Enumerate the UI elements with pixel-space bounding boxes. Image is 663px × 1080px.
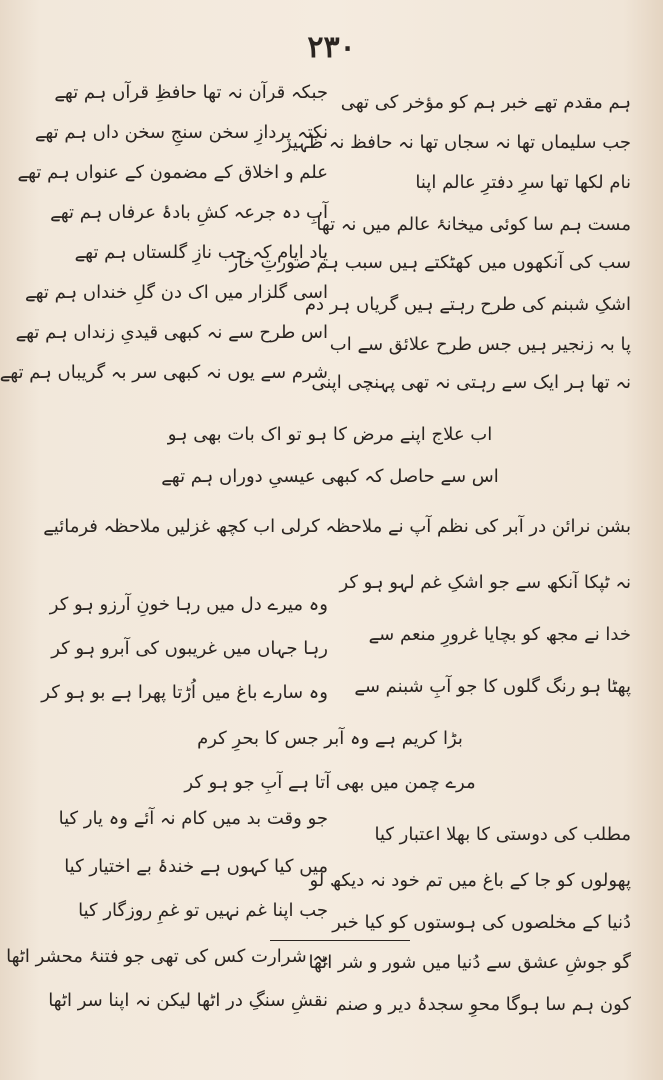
- verse-line: سب کی آنکھوں میں کھٹکتے ہیں سبب ہم صورتِ خار: [229, 252, 631, 273]
- verse-line: وہ میرے دل میں رہا خونِ آرزو ہو کر: [49, 594, 328, 615]
- verse-line: نہ تھا ہر ایک سے رہتی نہ تھی پہنچی اپنی: [311, 372, 631, 393]
- divider-line: [270, 940, 410, 941]
- verse-line: میں کیا کہوں ہے خندۂ بے اختیار کیا: [64, 856, 328, 877]
- verse-line: دُنیا کے مخلصوں کی ہوستوں کو کیا خبر: [332, 912, 631, 933]
- verse-line: رہا جہاں میں غریبوں کی آبرو ہو کر: [51, 638, 328, 659]
- verse-line: یہ شرارت کس کی تھی جو فتنۂ محشر اٹھا: [6, 946, 328, 967]
- verse-line-centered: بڑا کریم ہے وہ آبر جس کا بحرِ کرم: [197, 728, 463, 749]
- verse-line: نہ ٹپکا آنکھ سے جو اشکِ غم لہو ہو کر: [339, 572, 631, 593]
- verse-line: پھولوں کو جا کے باغ میں تم خود نہ دیکھ لو: [309, 870, 631, 891]
- verse-line: یاد ایام کہ جب نازِ گلستاں ہم تھے: [74, 242, 328, 263]
- verse-line: آبِ دہ جرعہ کشِ بادۂ عرفاں ہم تھے: [50, 202, 328, 223]
- verse-line: خدا نے مجھ کو بچایا غرورِ منعم سے: [368, 624, 631, 645]
- verse-line: اس طرح سے نہ کبھی قیدیِ زنداں ہم تھے: [15, 322, 328, 343]
- verse-line: اشکِ شبنم کی طرح رہتے ہیں گریاں ہر دم: [304, 294, 631, 315]
- verse-line: نام لکھا تھا سرِ دفترِ عالم اپنا: [415, 172, 631, 193]
- verse-line: نکتہ پردازِ سخن سنجِ سخن داں ہم تھے: [34, 122, 328, 143]
- verse-line: اسی گلزار میں اک دن گلِ خنداں ہم تھے: [25, 282, 328, 303]
- verse-line: مست ہم سا کوئی میخانۂ عالم میں نہ تھا: [316, 214, 631, 235]
- verse-line: پھٹا ہو رنگ گلوں کا جو آبِ شبنم سے: [354, 676, 631, 697]
- verse-line: جب اپنا غم نہیں تو غمِ روزگار کیا: [78, 900, 328, 921]
- verse-line: مطلب کی دوستی کا بھلا اعتبار کیا: [374, 824, 631, 845]
- verse-line: وہ سارے باغ میں اُڑتا پھرا ہے بو ہو کر: [41, 682, 328, 703]
- verse-line: جبکہ قرآن نہ تھا حافظِ قرآں ہم تھے: [54, 82, 328, 103]
- verse-line: علم و اخلاق کے مضمون کے عنواں ہم تھے: [17, 162, 328, 183]
- verse-line-centered: اس سے حاصل کہ کبھی عیسیِ دوراں ہم تھے: [161, 466, 499, 487]
- verse-line: پا بہ زنجیر ہیں جس طرح علائق سے اب: [329, 334, 631, 355]
- verse-line: جو وقت بد میں کام نہ آئے وہ یار کیا: [58, 808, 328, 829]
- verse-line: شرم سے یوں نہ کبھی سر بہ گریباں ہم تھے: [0, 362, 328, 383]
- verse-line: جب سلیماں تھا نہ سجاں تھا نہ حافظ نہ ظہیر: [282, 132, 631, 153]
- intro-text: بشن نرائن در آبر کی نظم آپ نے ملاحظہ کرلی اب کچھ غزلیں ملاحظہ فرمائیے: [43, 516, 631, 537]
- verse-line: نقشِ سنگِ در اٹھا لیکن نہ اپنا سر اٹھا: [48, 990, 328, 1011]
- page-number: ۲۳۰: [307, 30, 356, 65]
- verse-line: گو جوشِ عشق سے دُنیا میں شور و شر اٹھا: [308, 952, 631, 973]
- verse-line-centered: مرے چمن میں بھی آتا ہے آبِ جو ہو کر: [184, 772, 476, 793]
- verse-line-centered: اب علاج اپنے مرض کا ہو تو اک بات بھی ہو: [167, 424, 493, 445]
- verse-line: کون ہم سا ہوگا محوِ سجدۂ دیر و صنم: [335, 994, 631, 1015]
- verse-line: ہم مقدم تھے خبر ہم کو مؤخر کی تھی: [340, 92, 631, 113]
